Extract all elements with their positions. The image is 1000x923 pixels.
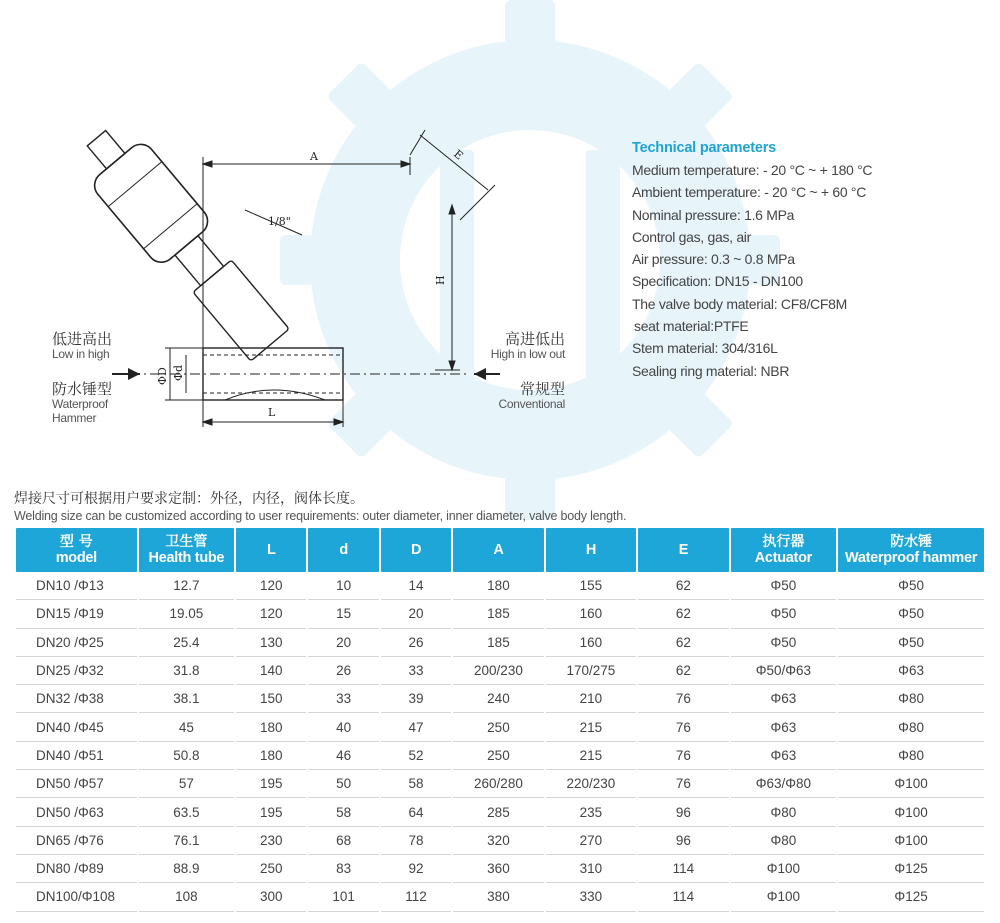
dim-label-d-inner: Φd — [172, 364, 185, 381]
table-cell-waterproof-hammer: Φ100 — [838, 770, 984, 798]
table-cell-waterproof-hammer: Φ80 — [838, 742, 984, 770]
table-cell-waterproof-hammer: Φ100 — [838, 827, 984, 855]
table-cell-model: DN50 /Φ63 — [16, 798, 137, 826]
table-cell-model: DN20 /Φ25 — [16, 629, 137, 657]
column-header-actuator — [731, 528, 837, 572]
table-cell-actuator: Φ63 — [731, 742, 837, 770]
flow-label-zh: 高进低出 — [504, 330, 565, 348]
table-cell-waterproof-hammer: Φ80 — [838, 685, 984, 713]
column-header-en: D — [410, 542, 422, 558]
column-header-en: d — [339, 542, 348, 558]
table-cell-health-tube: 76.1 — [139, 827, 235, 855]
table-cell-od: 64 — [381, 798, 451, 826]
table-cell-od: 112 — [381, 883, 451, 911]
table-cell-waterproof-hammer: Φ125 — [838, 855, 984, 883]
column-header-od — [381, 528, 451, 572]
table-cell-d: 10 — [308, 572, 378, 600]
table-cell-d: 26 — [308, 657, 378, 685]
table-cell-d: 50 — [308, 770, 378, 798]
column-header-zh: 型 号 — [59, 534, 93, 550]
table-row — [16, 572, 984, 600]
tech-param-line: Stem material: 304/316L — [632, 340, 778, 357]
table-cell-health-tube: 63.5 — [139, 798, 235, 826]
column-header-en: L — [267, 542, 276, 558]
technical-parameters — [632, 140, 872, 382]
table-cell-health-tube: 19.05 — [139, 600, 235, 628]
table-cell-waterproof-hammer: Φ63 — [838, 657, 984, 685]
column-header-en: Health tube — [148, 550, 225, 566]
table-cell-od: 33 — [381, 657, 451, 685]
column-header-zh: 防水锤 — [890, 534, 933, 550]
column-header-l — [236, 528, 306, 572]
column-header-en: E — [678, 542, 689, 558]
welding-size-note — [14, 488, 626, 523]
column-header-h — [546, 528, 636, 572]
table-cell-model: DN15 /Φ19 — [16, 600, 137, 628]
column-header-a — [453, 528, 543, 572]
flow-label-waterproof-hammer — [52, 381, 112, 426]
table-row — [16, 600, 984, 628]
table-cell-model: DN65 /Φ76 — [16, 827, 137, 855]
table-row — [16, 685, 984, 713]
table-cell-e: 114 — [638, 855, 728, 883]
table-cell-model: DN40 /Φ51 — [16, 742, 137, 770]
table-cell-actuator: Φ100 — [731, 855, 837, 883]
table-cell-l: 150 — [236, 685, 306, 713]
table-cell-waterproof-hammer: Φ50 — [838, 572, 984, 600]
table-cell-od: 39 — [381, 685, 451, 713]
column-header-health-tube — [139, 528, 235, 572]
table-cell-h: 330 — [546, 883, 636, 911]
table-row — [16, 657, 984, 685]
table-cell-l: 180 — [236, 742, 306, 770]
column-header-en: Actuator — [754, 550, 812, 566]
table-cell-d: 58 — [308, 798, 378, 826]
table-row — [16, 798, 984, 826]
column-header-en: model — [55, 550, 97, 566]
table-cell-h: 160 — [546, 600, 636, 628]
table-cell-a: 185 — [453, 600, 543, 628]
table-cell-waterproof-hammer: Φ100 — [838, 798, 984, 826]
table-cell-e: 96 — [638, 798, 728, 826]
table-cell-l: 120 — [236, 600, 306, 628]
table-cell-health-tube: 108 — [139, 883, 235, 911]
table-cell-l: 300 — [236, 883, 306, 911]
table-cell-d: 20 — [308, 629, 378, 657]
table-cell-d: 83 — [308, 855, 378, 883]
table-cell-od: 20 — [381, 600, 451, 628]
tech-param-line: Control gas, gas, air — [632, 228, 751, 245]
table-cell-health-tube: 45 — [139, 713, 235, 741]
table-cell-a: 260/280 — [453, 770, 543, 798]
table-cell-a: 380 — [453, 883, 543, 911]
table-cell-od: 58 — [381, 770, 451, 798]
flow-label-high-in-low-out — [470, 331, 565, 362]
table-cell-h: 170/275 — [546, 657, 636, 685]
column-header-zh: 执行器 — [762, 534, 805, 550]
table-cell-l: 195 — [236, 798, 306, 826]
table-cell-waterproof-hammer: Φ125 — [838, 883, 984, 911]
table-cell-a: 285 — [453, 798, 543, 826]
table-cell-h: 235 — [546, 798, 636, 826]
table-cell-e: 114 — [638, 883, 728, 911]
tech-param-line: Ambient temperature: - 20 °C ~ + 60 °C — [632, 184, 867, 201]
table-cell-a: 185 — [453, 629, 543, 657]
table-cell-a: 200/230 — [453, 657, 543, 685]
table-header — [16, 528, 984, 572]
table-cell-health-tube: 12.7 — [139, 572, 235, 600]
table-cell-health-tube: 50.8 — [139, 742, 235, 770]
table-cell-actuator: Φ50 — [731, 629, 837, 657]
table-cell-e: 96 — [638, 827, 728, 855]
flow-label-zh: 常规型 — [519, 380, 565, 398]
table-cell-model: DN100/Φ108 — [16, 883, 137, 911]
dim-label-h: H — [434, 275, 447, 285]
column-header-waterproof-hammer — [838, 528, 984, 572]
tech-param-line: Sealing ring material: NBR — [632, 362, 790, 379]
table-cell-l: 250 — [236, 855, 306, 883]
table-cell-health-tube: 38.1 — [139, 685, 235, 713]
flow-label-en: Conventional — [498, 397, 565, 412]
table-cell-e: 62 — [638, 657, 728, 685]
table-cell-e: 76 — [638, 685, 728, 713]
table-cell-d: 33 — [308, 685, 378, 713]
table-cell-a: 320 — [453, 827, 543, 855]
table-cell-model: DN40 /Φ45 — [16, 713, 137, 741]
table-cell-e: 62 — [638, 600, 728, 628]
table-cell-od: 26 — [381, 629, 451, 657]
dim-label-l: L — [268, 406, 276, 419]
tech-param-line: The valve body material: CF8/CF8M — [632, 295, 847, 312]
table-cell-actuator: Φ80 — [731, 798, 837, 826]
table-cell-d: 68 — [308, 827, 378, 855]
table-cell-e: 76 — [638, 742, 728, 770]
table-cell-od: 52 — [381, 742, 451, 770]
table-cell-h: 215 — [546, 742, 636, 770]
dim-label-a: A — [310, 150, 318, 163]
table-cell-d: 46 — [308, 742, 378, 770]
table-cell-e: 62 — [638, 572, 728, 600]
table-cell-l: 230 — [236, 827, 306, 855]
table-cell-h: 310 — [546, 855, 636, 883]
flow-label-en: High in low out — [490, 347, 565, 362]
tech-param-line: Medium temperature: - 20 °C ~ + 180 °C — [632, 162, 873, 178]
table-cell-od: 78 — [381, 827, 451, 855]
table-cell-waterproof-hammer: Φ50 — [838, 629, 984, 657]
table-cell-a: 180 — [453, 572, 543, 600]
table-cell-actuator: Φ50/Φ63 — [731, 657, 837, 685]
table-cell-model: DN10 /Φ13 — [16, 572, 137, 600]
table-cell-health-tube: 25.4 — [139, 629, 235, 657]
column-header-en: H — [585, 542, 596, 558]
table-cell-h: 215 — [546, 713, 636, 741]
table-cell-actuator: Φ63 — [731, 685, 837, 713]
table-cell-waterproof-hammer: Φ80 — [838, 713, 984, 741]
tech-param-line: seat material:PTFE — [634, 318, 749, 335]
flow-label-zh: 低进高出 — [52, 330, 113, 348]
table-cell-health-tube: 88.9 — [139, 855, 235, 883]
table-row — [16, 629, 984, 657]
table-cell-l: 180 — [236, 713, 306, 741]
table-cell-actuator: Φ100 — [731, 883, 837, 911]
table-cell-actuator: Φ63/Φ80 — [731, 770, 837, 798]
flow-label-en: Hammer — [52, 411, 97, 426]
table-cell-e: 62 — [638, 629, 728, 657]
table-cell-model: DN50 /Φ57 — [16, 770, 137, 798]
table-cell-actuator: Φ63 — [731, 713, 837, 741]
flow-label-conventional — [470, 381, 565, 412]
table-cell-d: 101 — [308, 883, 378, 911]
table-cell-l: 195 — [236, 770, 306, 798]
column-header-model — [16, 528, 137, 572]
table-row — [16, 883, 984, 911]
table-cell-od: 14 — [381, 572, 451, 600]
table-cell-h: 155 — [546, 572, 636, 600]
tech-param-line: Air pressure: 0.3 ~ 0.8 MPa — [632, 251, 795, 268]
table-row — [16, 770, 984, 798]
column-header-e — [638, 528, 728, 572]
note-zh: 焊接尺寸可根据用户要求定制：外径，内径，阀体长度。 — [14, 491, 364, 507]
flow-label-en: Low in high — [52, 347, 110, 362]
table-cell-l: 140 — [236, 657, 306, 685]
table-cell-l: 130 — [236, 629, 306, 657]
table-row — [16, 827, 984, 855]
table-cell-od: 92 — [381, 855, 451, 883]
table-cell-health-tube: 57 — [139, 770, 235, 798]
technical-parameters-title: Technical parameters — [632, 140, 777, 156]
note-en: Welding size can be customized according to user requirements: outer diameter, inner diameter, valve body length. — [14, 509, 627, 523]
table-cell-e: 76 — [638, 770, 728, 798]
table-cell-h: 210 — [546, 685, 636, 713]
specification-table — [14, 528, 986, 912]
table-cell-a: 250 — [453, 713, 543, 741]
table-cell-h: 220/230 — [546, 770, 636, 798]
table-row — [16, 713, 984, 741]
flow-label-en: Waterproof — [52, 397, 108, 412]
table-cell-od: 47 — [381, 713, 451, 741]
table-cell-h: 270 — [546, 827, 636, 855]
tech-param-line: Specification: DN15 - DN100 — [632, 273, 803, 290]
table-cell-health-tube: 31.8 — [139, 657, 235, 685]
table-cell-d: 15 — [308, 600, 378, 628]
table-cell-model: DN25 /Φ32 — [16, 657, 137, 685]
table-cell-a: 240 — [453, 685, 543, 713]
column-header-en: Waterproof hammer — [845, 550, 978, 566]
dim-label-thread: 1/8" — [268, 215, 291, 228]
table-cell-h: 160 — [546, 629, 636, 657]
dim-label-d-outer: ΦD — [156, 367, 169, 385]
column-header-d — [308, 528, 378, 572]
table-body — [16, 572, 984, 912]
tech-param-line: Nominal pressure: 1.6 MPa — [632, 206, 795, 223]
dim-label-e: E — [451, 147, 466, 163]
table-cell-waterproof-hammer: Φ50 — [838, 600, 984, 628]
column-header-en: A — [493, 542, 504, 558]
table-cell-e: 76 — [638, 713, 728, 741]
table-cell-actuator: Φ80 — [731, 827, 837, 855]
table-cell-actuator: Φ50 — [731, 572, 837, 600]
flow-label-zh: 防水锤型 — [52, 380, 113, 398]
table-cell-d: 40 — [308, 713, 378, 741]
table-cell-a: 250 — [453, 742, 543, 770]
table-cell-actuator: Φ50 — [731, 600, 837, 628]
flow-label-low-in-high — [52, 331, 112, 362]
table-cell-l: 120 — [236, 572, 306, 600]
table-row — [16, 742, 984, 770]
column-header-zh: 卫生管 — [165, 534, 208, 550]
table-cell-a: 360 — [453, 855, 543, 883]
table-cell-model: DN80 /Φ89 — [16, 855, 137, 883]
table-cell-model: DN32 /Φ38 — [16, 685, 137, 713]
table-row — [16, 855, 984, 883]
